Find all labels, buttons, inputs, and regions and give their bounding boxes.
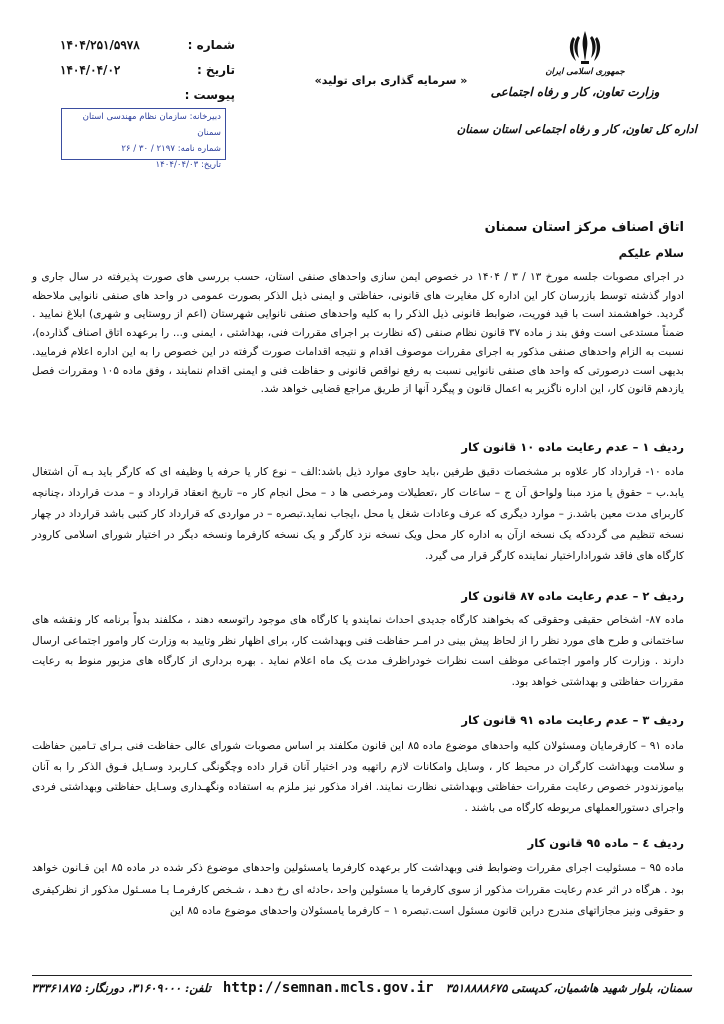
section-2-heading: ردیف ۲ – عدم رعایت ماده ۸۷ قانون کار [461,589,684,603]
footer-address: سمنان، بلوار شهید هاشمیان، کدپستی ۳۵۱۸۸۸۸۶۷۵ [445,981,692,995]
iran-emblem-icon [567,28,603,66]
number-label: شماره : [187,38,235,52]
section-1-text: ماده ۱۰- قرارداد کار علاوه بر مشخصات دقیق طرفین ،باید حاوی موارد ذیل باشد:الف – نوع کار یا حرفه یا وظیفه ای که کارگر باید بـه آن اشتغال یابد.ب – حقوق یا مزد مبنا ولواحق آن ج – ساعات کار ،تعطیلات ومرخصی ها د – محل انجام کار ه– تاریخ انعقاد قرارداد و – مدت قرارداد ،چنانچه کاربرای مدت معین باشد.ز – موارد دیگری که عرف وعادات شغل یا محل ،ایجاب نماید.تبصره – در مواردی که قرارداد کار کتبی باشد قرارداد در چهار نسخه تنظیم می گرددکه یک نسخه ازآن به اداره کار محل ویک نسخه نزد کارگر و یک نسخه کارفرما ونسخه دیگر در اختیار شورای اسلامی کارودر کارگاه های فاقد شوراداراختیار نماینده کارگر قرار می گیرد. [32,466,684,562]
republic-line: جمهوری اسلامی ایران [545,67,625,77]
section-2-text: ماده ۸۷- اشخاص حقیقی وحقوقی که بخواهند کارگاه جدیدی احداث نمایندو یا کارگاه های موجود راتوسعه دهند ، مکلفند بدواً برنامه کار ونقشه های ساختمانی و طرح های مورد نظر را از لحاظ پیش بینی در امـر حفاظت فنی وبهداشت کار، برای اظهار نظر وتایید به وزارت کار وامور اجتماعی ارسال دارند . وزارت کار وامور اجتماعی موظف است نظرات خودراظرف مدت یک ماه اعلام نماید . بهره برداری از کارگاه های مزبور منوط به رعایت مقررات حفاظتی و بهداشتی خواهد بود. [32,614,684,688]
footer-divider [32,975,692,976]
footer [32,980,692,1002]
attachment-label: پیوست : [184,88,235,102]
stamp-line-date: تاریخ: ۱۴۰۴/۰۴/۰۳ [155,160,221,170]
slogan: « سرمایه گذاری برای تولید» [314,74,468,87]
ministry-line: وزارت تعاون، کار و رفاه اجتماعی [490,85,660,99]
secretariat-stamp [61,108,226,170]
recipient-title: اتاق اصناف مرکز استان سمنان [484,220,684,235]
footer-phone: تلفن: ۳۱۶۰۹۰۰۰، دورنگار: ۳۳۳۶۱۸۷۵ [31,981,211,995]
section-3-text: ماده ۹۱ – کارفرمایان ومسئولان کلیه واحدهای موضوع ماده ۸۵ این قانون مکلفند بر اساس مصوبات شورای عالی حفاظت فنی بـرای تـامین حفاظت و سلامت وبهداشت کارگران در محیط کار ، وسایل وامکانات لازم راتهیه ودر اختیار آنان قرار داده وچگونگی کـاربرد وسـایل فـوق الذکر را به آنان بیاموزندودر خصوص رعایت مقررات حفاظتی وبهداشتی نظارت نمایند. افراد مذکور نیز ملزم به استفاده ونگهـداری وسـایل حفاظتی وبهداشتی فردی واجرای دستورالعملهای مربوطه کارگاه می باشند . [32,740,684,815]
date-value: ۱۴۰۴/۰۴/۰۲ [60,63,121,77]
directorate-line: اداره کل تعاون، کار و رفاه اجتماعی استان سمنان [456,122,697,136]
date-label: تاریخ : [196,63,235,77]
stamp-line-office: دبیرخانه: سازمان نظام مهندسی استان سمنان [82,112,221,138]
footer-website-link[interactable]: http://semnan.mcls.gov.ir [222,980,434,996]
section-4-text: ماده ۹۵ – مسئولیت اجرای مقررات وضوابط فنی وبهداشت کار برعهده کارفرما یامسئولین واحدهای موضوع ذکر شده در ماده ۸۵ این قـانون خواهد بود . هرگاه در اثر عدم رعایت مقررات مذکور از سوی کارفرما یا مسئولین واحد ،حادثه ای رخ دهـد ، شـخص کارفرمـا یـا مسـئول مذکور از نظرکیفری و حقوقی ونیز مجازاتهای مندرج دراین قانون مسئول است.تبصره ۱ – کارفرما یامسئولان واحدهای موضوع ماده ۸۵ این [32,862,684,917]
section-4-heading: ردیف ٤ – ماده ٩٥ قانون کار [527,836,684,850]
stamp-line-number: شماره نامه: ۲۱۹۷ / ۳۰ / ۲۶ [121,144,221,154]
section-1-heading: ردیف ۱ – عدم رعایت ماده ۱۰ قانون کار [461,440,684,454]
intro-paragraph: در اجرای مصوبات جلسه مورخ ۱۳ / ۳ / ۱۴۰۴ در خصوص ایمن سازی واحدهای صنفی استان، حسب بررسی های صورت پذیرفته در سال جاری و ادوار گذشته توسط بازرسان کار این اداره کل مغایرت های قانونی، حفاظتی و ایمنی ذیل الذکر بصورت عمومی در واحد های صنفی نانوایی ملاحظه گردید. خواهشمند است با قید فوریت، ضوابط قانونی ذیل الذکر را به کلیه واحدهای صنفی نانوایی شهرستان (اعم از روستایی و شهری) ابلاغ نمایید . ضمناً مستدعی است وفق بند ز ماده ۳۷ قانون نظام صنفی (که نظارت بر اجرای مقررات فنی، بهداشتی ، ایمنی و... را برعهده اتاق اصناف گذارده)، نسبت به الزام واحدهای صنفی مذکور به اجرای مقررات موصوف اقدام و نتیجه اقدامات صورت گرفته در این خصوص را به این اداره اعلام فرمایید. بدیهی است درصورتی که واحد های صنفی نانوایی نسبت به رفع نواقص قانونی و حفاظت فنی و ایمنی اقدام ننمایند ، وفق ماده ۱۰۵ ومقررات فصل یازدهم قانون کار، این اداره ناگزیر به اعمال قانون و پیگرد آنها از طریق مراجع قضایی خواهد شد. [32,271,685,396]
greeting: سلام علیکم [618,246,684,260]
section-3-heading: ردیف ۳ – عدم رعایت ماده ۹۱ قانون کار [461,713,684,727]
number-value: ۱۴۰۴/۲۵۱/۵۹۷۸ [60,38,140,52]
